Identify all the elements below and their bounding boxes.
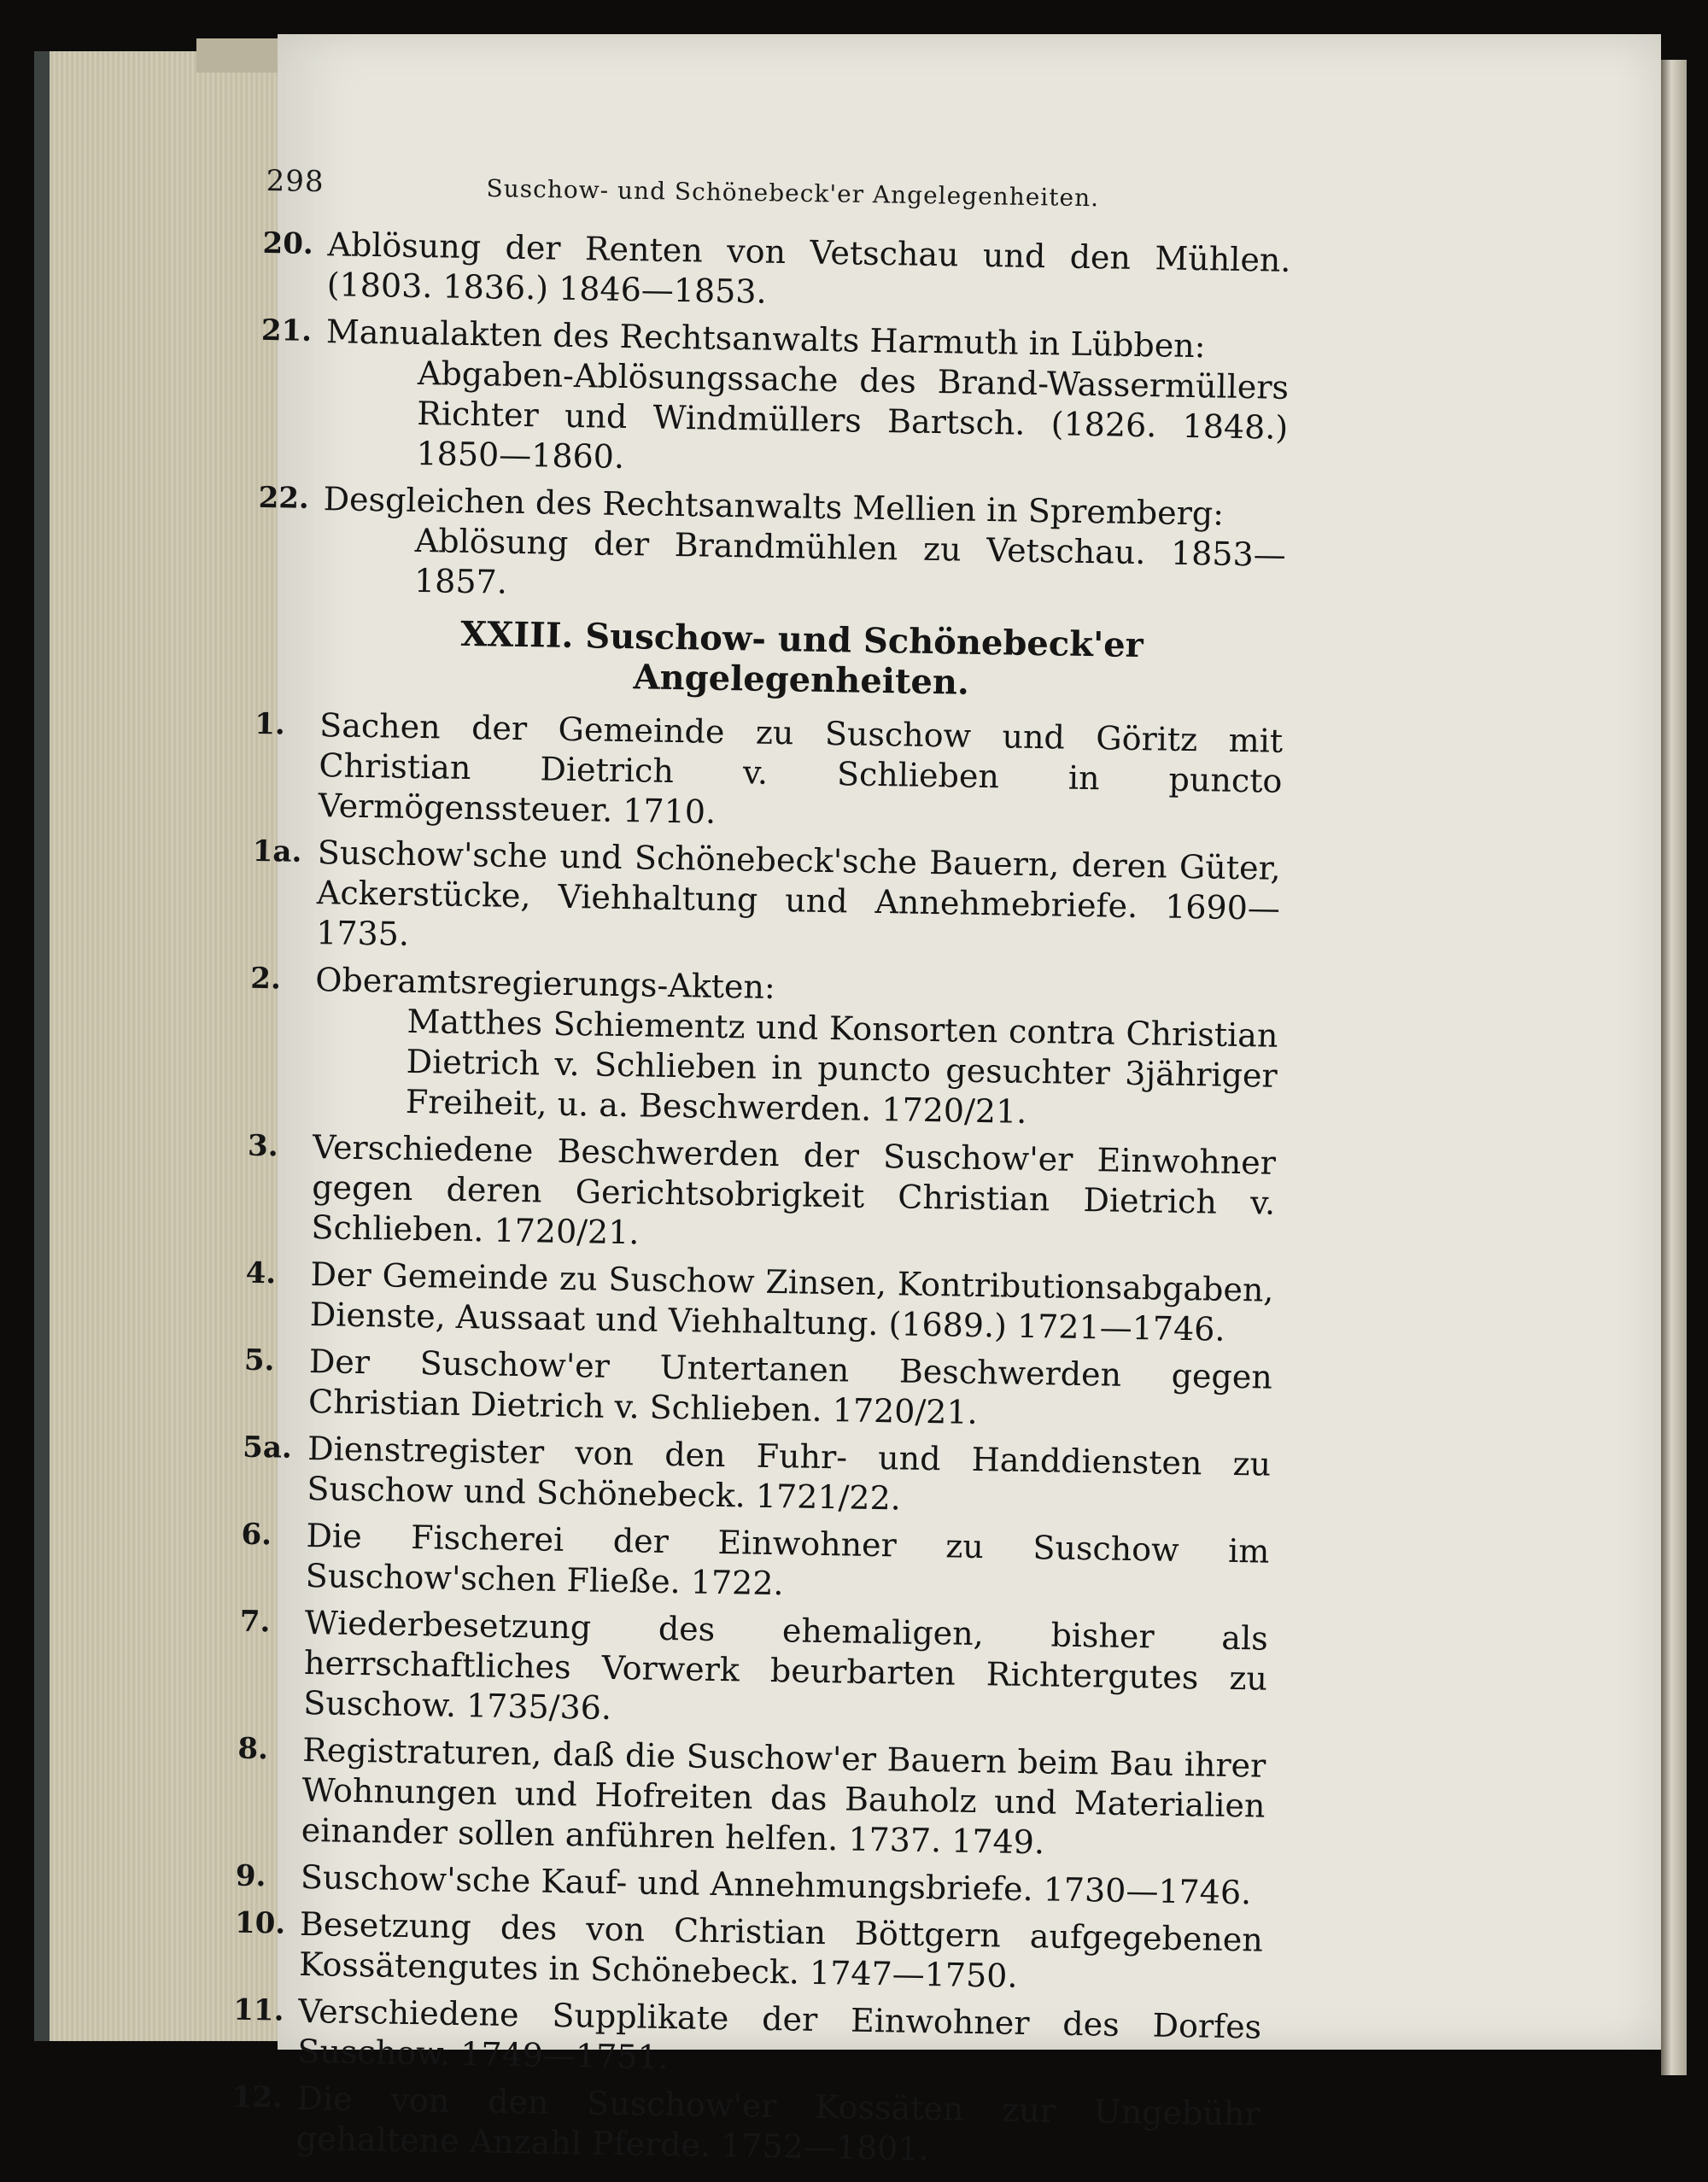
entry-text: Besetzung des von Christian Böttgern aufgegebenen Kossätengutes in Schönebeck. 1747—1750. <box>298 1904 1264 1995</box>
list-item <box>239 1602 1269 1740</box>
list-item <box>243 1515 1269 1612</box>
entry-number: 12. <box>231 2080 284 2115</box>
page-number: 298 <box>266 164 325 200</box>
entry-text: Suschow'sche und Schönebeck'sche Bauern, deren Güter, Ackerstücke, Viehhaltung und Annehmebriefe. 1690—1735. <box>315 834 1282 953</box>
entry-text: Registraturen, daß die Suschow'er Bauern beim Bau ihrer Wohnungen und Hofreiten das Bauholz und Materialien einander sollen anführen helfen. 1737. 1749. <box>301 1730 1266 1862</box>
entry-subtext: Abgaben-Ablösungssache des Brand-Wassermüllers Richter und Windmüllers Bartsch. (1826. 1848.) 1850—1860. <box>416 354 1290 476</box>
list-item <box>252 959 1279 1137</box>
entry-text: Suschow'sche Kauf- und Annehmungsbriefe. 1730—1746. <box>300 1857 1252 1912</box>
entry-number: 3. <box>247 1128 278 1164</box>
facing-page-strip <box>1661 60 1687 2075</box>
pre-section-entries <box>260 224 1291 616</box>
list-item <box>231 2078 1261 2175</box>
entry-number: 10. <box>234 1905 286 1941</box>
entry-text: Manualakten des Rechtsanwalts Harmuth in Lübben: <box>325 313 1206 366</box>
entry-number: 11. <box>232 1992 284 2028</box>
list-item <box>249 1126 1276 1264</box>
entry-number: 2. <box>250 961 282 997</box>
list-item <box>235 1857 1265 1914</box>
section-heading: XXIII. Suschow- und Schönebeck'er Angelegenheiten. <box>459 613 1144 703</box>
entry-number: 5. <box>243 1343 275 1378</box>
entry-number: 8. <box>237 1731 269 1767</box>
entry-text: Die von den Suschow'er Kossäten zur Ungebühr gehaltene Anzahl Pferde. 1752—1801. <box>295 2079 1261 2168</box>
running-title: Suschow- und Schönebeck'er Angelegenheiten. <box>486 174 1100 213</box>
entry-text: Der Gemeinde zu Suschow Zinsen, Kontributionsabgaben, Dienste, Aussaat und Viehhaltung. (1689.) 1721—1746. <box>309 1255 1274 1348</box>
entry-number: 21. <box>260 313 313 348</box>
page-content <box>231 224 1291 2182</box>
entry-subtext: Matthes Schiementz und Konsorten contra Christian Dietrich v. Schlieben in puncto gesuchter 3jähriger Freiheit, u. a. Beschwerden. 1720/21. <box>405 1002 1278 1131</box>
entry-text: Dienstregister von den Fuhr- und Handdiensten zu Suschow und Schönebeck. 1721/22. <box>307 1429 1272 1518</box>
entry-text: Verschiedene Supplikate der Einwohner des Dorfes Suschow. 1749—1751. <box>297 1992 1262 2077</box>
list-item <box>243 1341 1273 1438</box>
list-item <box>245 1254 1274 1351</box>
entry-number: 1. <box>254 706 286 742</box>
entry-subtext: Ablösung der Brandmühlen zu Vetschau. 1853—1857. <box>413 521 1287 601</box>
list-item <box>262 224 1291 321</box>
entry-text: Wiederbesetzung des ehemaligen, bisher als herrschaftliches Vorwerk beurbarten Richtergutes zu Suschow. 1735/36. <box>302 1603 1269 1727</box>
entry-text: Der Suschow'er Untertanen Beschwerden gegen Christian Dietrich v. Schlieben. 1720/21. <box>307 1343 1273 1431</box>
section-entries <box>231 705 1284 2175</box>
entry-text: Oberamtsregierungs-Akten: <box>314 961 776 1006</box>
entry-text: Verschiedene Beschwerden der Suschow'er Einwohner gegen deren Gerichtsobrigkeit Christian Dietrich v. Schlieben. 1720/21. <box>311 1128 1277 1252</box>
entry-number: 5a. <box>242 1430 293 1465</box>
entry-number: 20. <box>262 225 314 261</box>
entry-number: 1a. <box>252 834 302 869</box>
entry-text: Ablösung der Renten von Vetschau und den Mühlen. (1803. 1836.) 1846—1853. <box>326 225 1291 311</box>
list-item <box>234 1904 1264 2001</box>
list-item <box>242 1428 1272 1525</box>
entry-number: 4. <box>245 1255 277 1291</box>
entry-number: 6. <box>241 1517 272 1553</box>
entry-number: 7. <box>239 1604 271 1640</box>
entry-text: Sachen der Gemeinde zu Suschow und Göritz mit Christian Dietrich v. Schlieben in puncto Vermögenssteuer. 1710. <box>318 706 1284 831</box>
list-item <box>232 1991 1262 2088</box>
entry-text: Die Fischerei der Einwohner zu Suschow im Suschow'schen Fließe. 1722. <box>305 1516 1270 1603</box>
entry-number: 9. <box>235 1858 266 1894</box>
entry-text: Desgleichen des Rechtsanwalts Mellien in Spremberg: <box>323 480 1225 533</box>
list-item <box>260 478 1287 616</box>
list-item <box>262 311 1290 488</box>
entry-number: 22. <box>258 480 310 516</box>
list-item <box>254 832 1281 969</box>
list-item <box>239 1729 1266 1867</box>
list-item <box>256 705 1283 842</box>
